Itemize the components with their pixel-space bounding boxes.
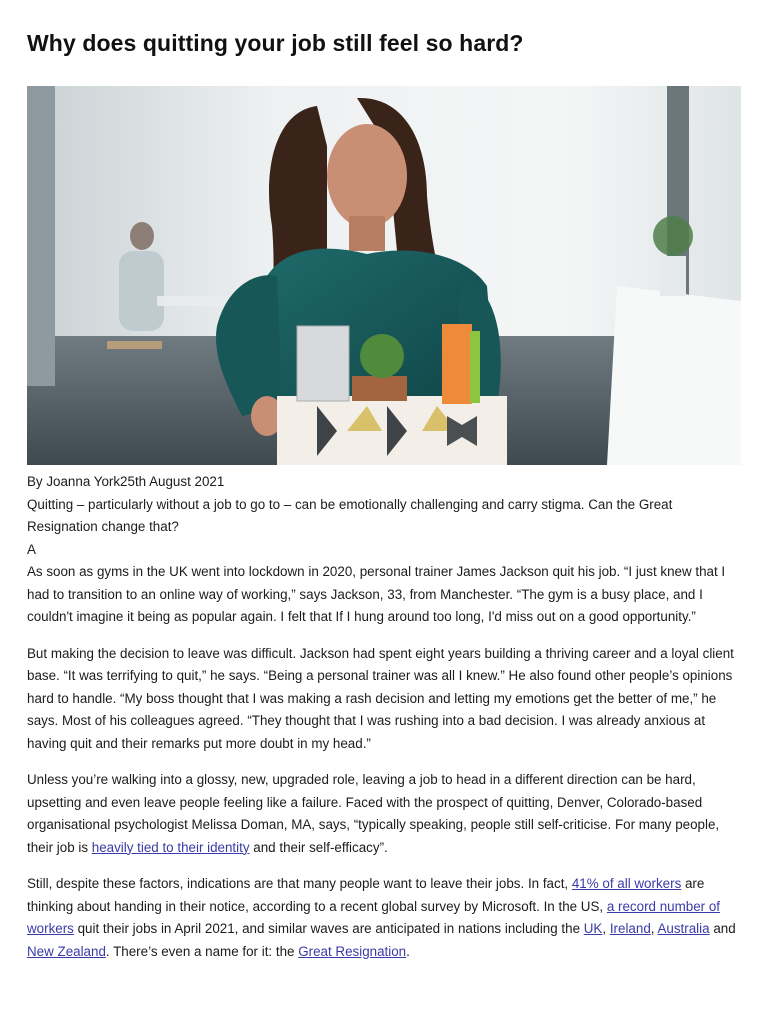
uk-link[interactable]: UK (583, 921, 603, 936)
workers-survey-link[interactable]: 41% of all workers (571, 876, 682, 891)
paragraph-4-text-b: are thinking about handing in their notice, according to a recent global survey by Microsoft. In the US, (27, 876, 705, 914)
paragraph-3 (27, 769, 743, 859)
separator-2: , (650, 921, 658, 936)
paragraph-2: But making the decision to leave was difficult. Jackson had spent eight years building a thriving career and a loyal client base. “It was terrifying to quit,” he says. “Being a personal trainer was all I knew.” He also found other people’s opinions hard to handle. “My boss thought that I was making a rash decision and letting my emotions get the better of me,” he says. Most of his colleagues agreed. “They thought that I was rushing into a bad decision. I was already anxious at having quit and their remarks put more doubt in my head.” (27, 645, 734, 751)
separator-1: , (602, 921, 610, 936)
hero-image (27, 86, 741, 465)
paragraph-3-text-b: and their self-efficacy”. (249, 839, 388, 855)
byline: By Joanna York25th August 2021 (27, 474, 225, 489)
new-zealand-link[interactable]: New Zealand (27, 943, 106, 959)
identity-link[interactable]: heavily tied to their identity (91, 839, 250, 855)
paragraph-1: As soon as gyms in the UK went into lockdown in 2020, personal trainer James Jackson quit his job. “I just knew that I had to transition to an online way of working,” says Jackson, 33, from Manchester. “The gym is a busy place, and I couldn't imagine it being as popular again. I felt that If I hung around too long, I'd miss out on a good opportunity.” (27, 564, 726, 624)
paragraph-4-end: . (406, 943, 410, 959)
paragraph-4-text-d: . There’s even a name for it: the (105, 943, 299, 959)
paragraph-4-text-a: Still, despite these factors, indications are that many people want to leave their jobs. In fact, (27, 876, 572, 891)
paragraph-4 (27, 873, 743, 963)
paragraph-4-text-c: quit their jobs in April 2021, and similar waves are anticipated in nations including the (73, 921, 584, 936)
ireland-link[interactable]: Ireland (609, 921, 651, 936)
article-title: Why does quitting your job still feel so hard? (27, 30, 524, 56)
great-resignation-link[interactable]: Great Resignation (298, 943, 407, 959)
paragraph-3-text-a: Unless you’re walking into a glossy, new, upgraded role, leaving a job to head in a different direction can be hard, upsetting and even leave people feeling like a failure. Faced with the prospect of quitting, Denver, Colorado-based organisational psychologist Melissa Doman, MA, says, “typically speaking, people still self-criticise. For many people, their job is (27, 772, 720, 855)
dropcap-letter: A (27, 541, 36, 557)
and-text: and (709, 921, 736, 936)
australia-link[interactable]: Australia (657, 921, 710, 936)
record-workers-link[interactable]: a record number of workers (27, 898, 720, 936)
standfirst: Quitting – particularly without a job to go to – can be emotionally challenging and carry stigma. Can the Great Resignation change that? (27, 496, 673, 534)
article-body (27, 471, 743, 977)
